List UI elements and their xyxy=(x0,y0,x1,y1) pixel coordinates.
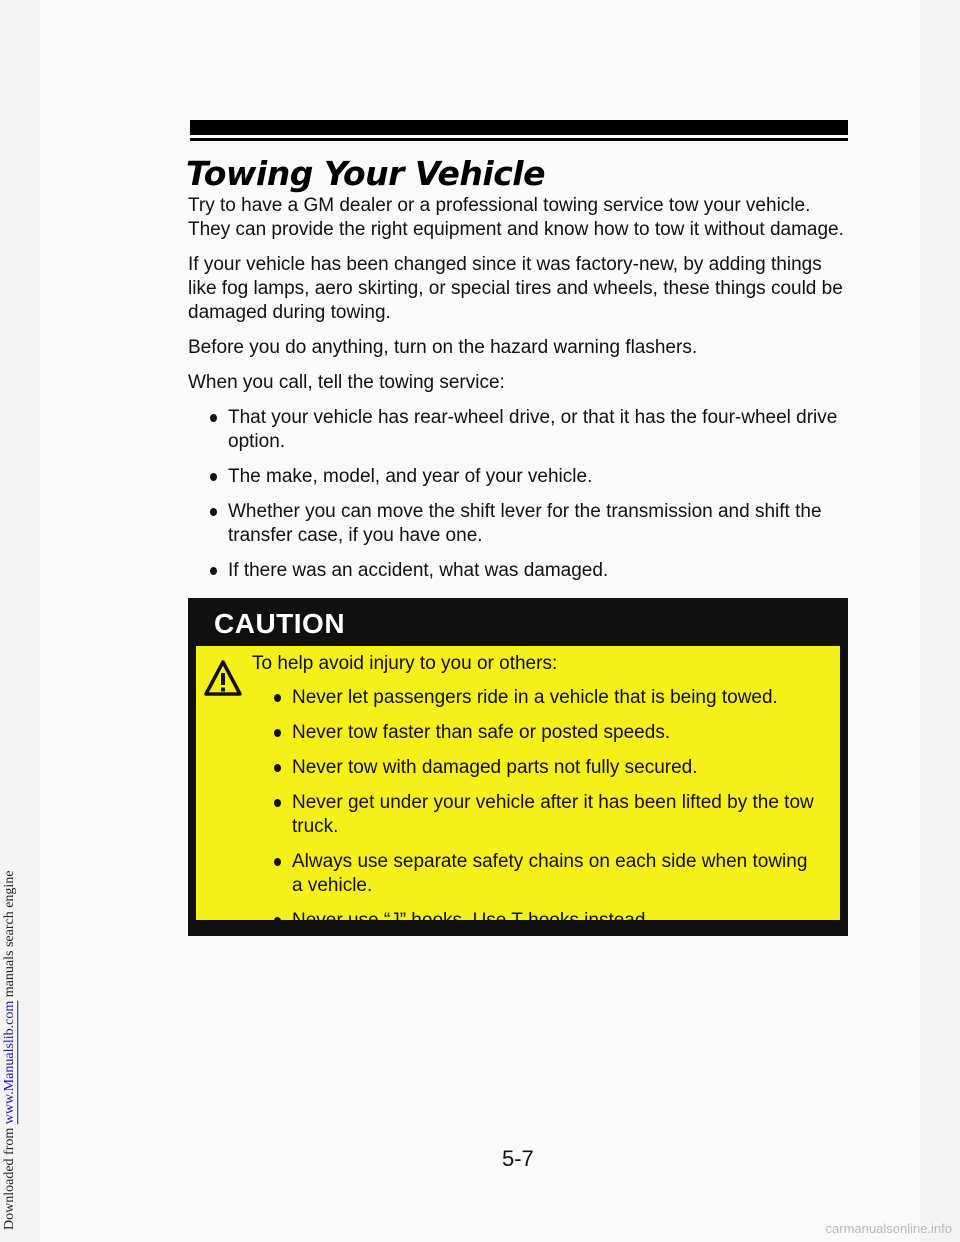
caution-item: Always use separate safety chains on each side when towing a vehicle. xyxy=(274,850,818,898)
caution-list xyxy=(252,686,818,933)
source-prefix: Downloaded from xyxy=(2,1124,17,1230)
section-rule xyxy=(190,120,848,135)
caution-item: Never let passengers ride in a vehicle that is being towed. xyxy=(274,686,818,710)
list-item: If there was an accident, what was damaged. xyxy=(210,559,848,583)
caution-item: Never use “J” hooks. Use T-hooks instead. xyxy=(274,909,818,933)
caution-item: Never tow with damaged parts not fully secured. xyxy=(274,756,818,780)
page-number: 5-7 xyxy=(502,1146,534,1171)
caution-item: Never get under your vehicle after it has been lifted by the tow truck. xyxy=(274,791,818,839)
paragraph: Try to have a GM dealer or a professional towing service tow your vehicle. They can provide the right equipment and know how to tow it without damage. xyxy=(188,195,844,240)
manualslib-link[interactable]: www.Manualslib.com xyxy=(2,1000,17,1125)
paragraph: Before you do anything, turn on the hazard warning flashers. xyxy=(188,337,698,358)
download-source-note xyxy=(2,12,18,1230)
caution-heading: CAUTION xyxy=(214,608,346,639)
section-rule-thin xyxy=(190,138,848,141)
caution-intro: To help avoid injury to you or others: xyxy=(252,653,558,674)
caution-box xyxy=(188,598,848,936)
caution-content xyxy=(196,646,840,931)
caution-item: Never tow faster than safe or posted speeds. xyxy=(274,721,818,745)
paragraph: When you call, tell the towing service: xyxy=(188,372,505,393)
section-body xyxy=(188,194,848,594)
list-item: The make, model, and year of your vehicle. xyxy=(210,465,848,489)
paragraph: If your vehicle has been changed since it was factory-new, by adding things like fog lamps, aero skirting, or special tires and wheels, these things could be damaged during towing. xyxy=(188,254,843,323)
source-suffix: manuals search engine xyxy=(2,870,17,1001)
manual-page xyxy=(40,0,920,1242)
warning-triangle-icon xyxy=(204,660,242,696)
towing-info-list xyxy=(188,406,848,583)
list-item: Whether you can move the shift lever for the transmission and shift the transfer case, if you have one. xyxy=(210,500,848,548)
list-item: That your vehicle has rear-wheel drive, or that it has the four-wheel drive option. xyxy=(210,406,848,454)
section-title: Towing Your Vehicle xyxy=(186,154,545,193)
footer-watermark: carmanualsonline.info xyxy=(825,1221,952,1236)
